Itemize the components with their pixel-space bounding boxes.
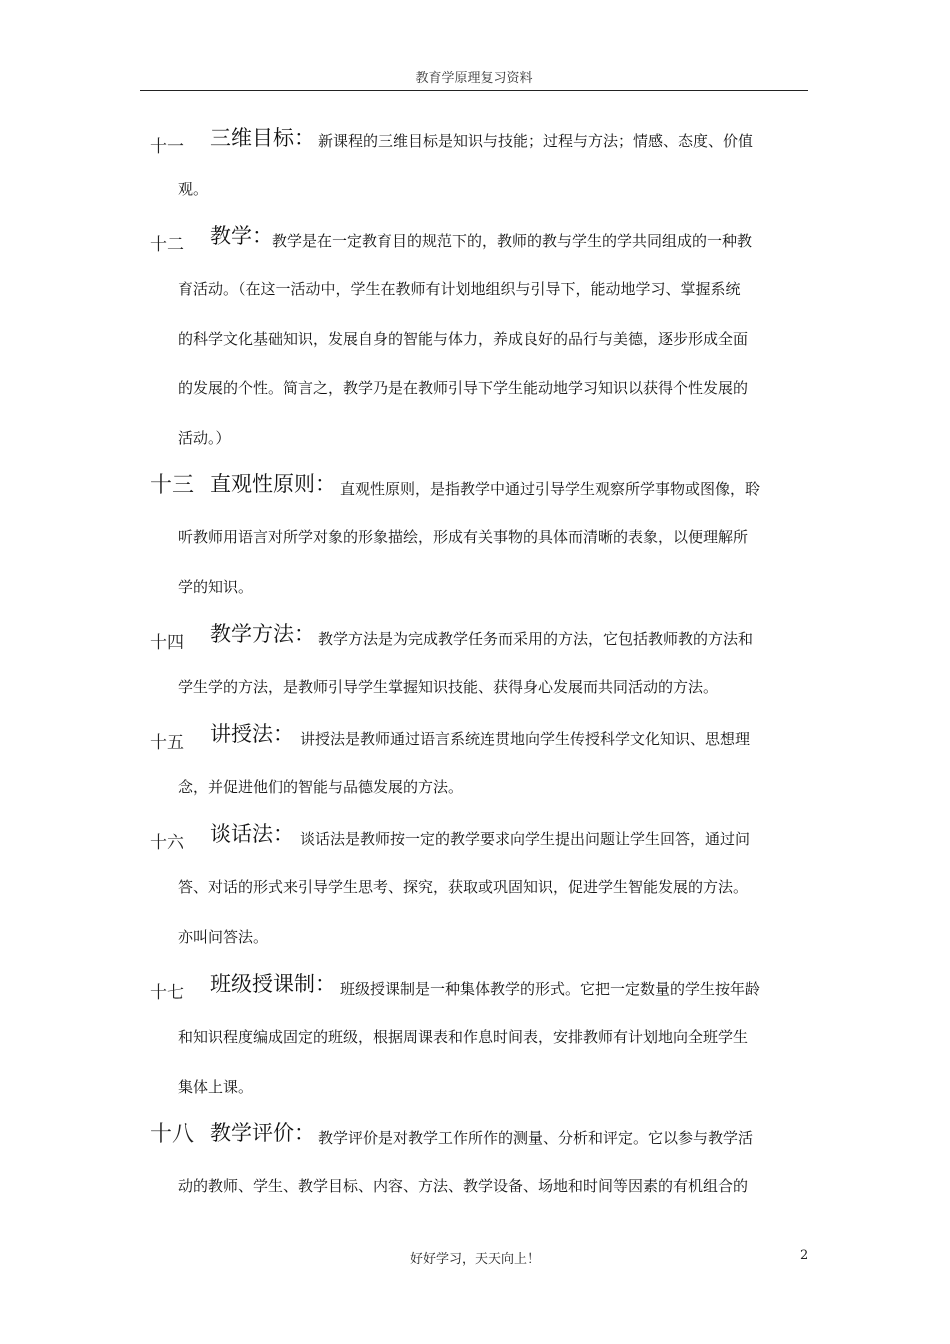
definition-line: 育活动。（在这一活动中，学生在教师有计划地组织与引导下，能动地学习、掌握系统 bbox=[178, 280, 741, 298]
definition-line: 动的教师、学生、教学目标、内容、方法、教学设备、场地和时间等因素的有机组合的 bbox=[178, 1177, 749, 1195]
entry-number: 十六 bbox=[150, 833, 184, 853]
term-title: 教学评价： bbox=[210, 1121, 315, 1145]
footer-motto: 好好学习，天天向上！ bbox=[409, 1252, 540, 1267]
term-title: 讲授法： bbox=[210, 722, 294, 746]
definition-line: 听教师用语言对所学对象的形象描绘，形成有关事物的具体而清晰的表象，以便理解所 bbox=[178, 528, 749, 546]
page-footer bbox=[0, 1248, 950, 1268]
entry-number: 十五 bbox=[150, 733, 184, 753]
page-number: 2 bbox=[800, 1248, 809, 1263]
definition-line: 活动。） bbox=[178, 429, 231, 447]
term-title: 直观性原则： bbox=[210, 472, 336, 496]
definition-line: 学的知识。 bbox=[178, 578, 254, 596]
definition-line: 教学是在一定教育目的规范下的，教师的教与学生的学共同组成的一种教 bbox=[272, 232, 753, 250]
definition-line: 答、对话的形式来引导学生思考、探究，获取或巩固知识，促进学生智能发展的方法。 bbox=[178, 878, 749, 896]
definition-line: 直观性原则，是指教学中通过引导学生观察所学事物或图像，聆 bbox=[340, 480, 761, 498]
definition-line: 和知识程度编成固定的班级，根据周课表和作息时间表，安排教师有计划地向全班学生 bbox=[178, 1028, 749, 1046]
definition-line: 念，并促进他们的智能与品德发展的方法。 bbox=[178, 778, 464, 796]
term-title: 班级授课制： bbox=[210, 972, 336, 996]
entry-number: 十二 bbox=[150, 235, 184, 255]
entry-number: 十四 bbox=[150, 633, 184, 653]
definition-line: 学生学的方法，是教师引导学生掌握知识技能、获得身心发展而共同活动的方法。 bbox=[178, 678, 719, 696]
definition-line: 班级授课制是一种集体教学的形式。它把一定数量的学生按年龄 bbox=[340, 980, 761, 998]
definition-line: 的科学文化基础知识，发展自身的智能与体力，养成良好的品行与美德，逐步形成全面 bbox=[178, 330, 749, 348]
definition-line: 教学评价是对教学工作所作的测量、分析和评定。它以参与教学活 bbox=[318, 1129, 754, 1147]
definition-line: 的发展的个性。简言之，教学乃是在教师引导下学生能动地学习知识以获得个性发展的 bbox=[178, 379, 749, 397]
definition-line: 集体上课。 bbox=[178, 1078, 254, 1096]
header-title: 教育学原理复习资料 bbox=[415, 71, 533, 86]
definition-line: 观。 bbox=[178, 180, 209, 198]
page-header bbox=[140, 70, 808, 91]
definition-line: 教学方法是为完成教学任务而采用的方法，它包括教师教的方法和 bbox=[318, 630, 754, 648]
definition-line: 新课程的三维目标是知识与技能；过程与方法；情感、态度、价值 bbox=[318, 132, 754, 150]
term-title: 三维目标： bbox=[210, 126, 315, 150]
term-title: 教学： bbox=[210, 224, 273, 248]
entry-number: 十八 bbox=[150, 1122, 195, 1147]
definition-line: 亦叫问答法。 bbox=[178, 928, 269, 946]
entry-number: 十一 bbox=[150, 137, 184, 157]
entry-number: 十三 bbox=[150, 473, 195, 498]
entry-number: 十七 bbox=[150, 983, 184, 1003]
term-title: 教学方法： bbox=[210, 622, 315, 646]
definition-line: 讲授法是教师通过语言系统连贯地向学生传授科学文化知识、思想理 bbox=[300, 730, 751, 748]
term-title: 谈话法： bbox=[210, 822, 294, 846]
definition-line: 谈话法是教师按一定的教学要求向学生提出问题让学生回答，通过问 bbox=[300, 830, 751, 848]
